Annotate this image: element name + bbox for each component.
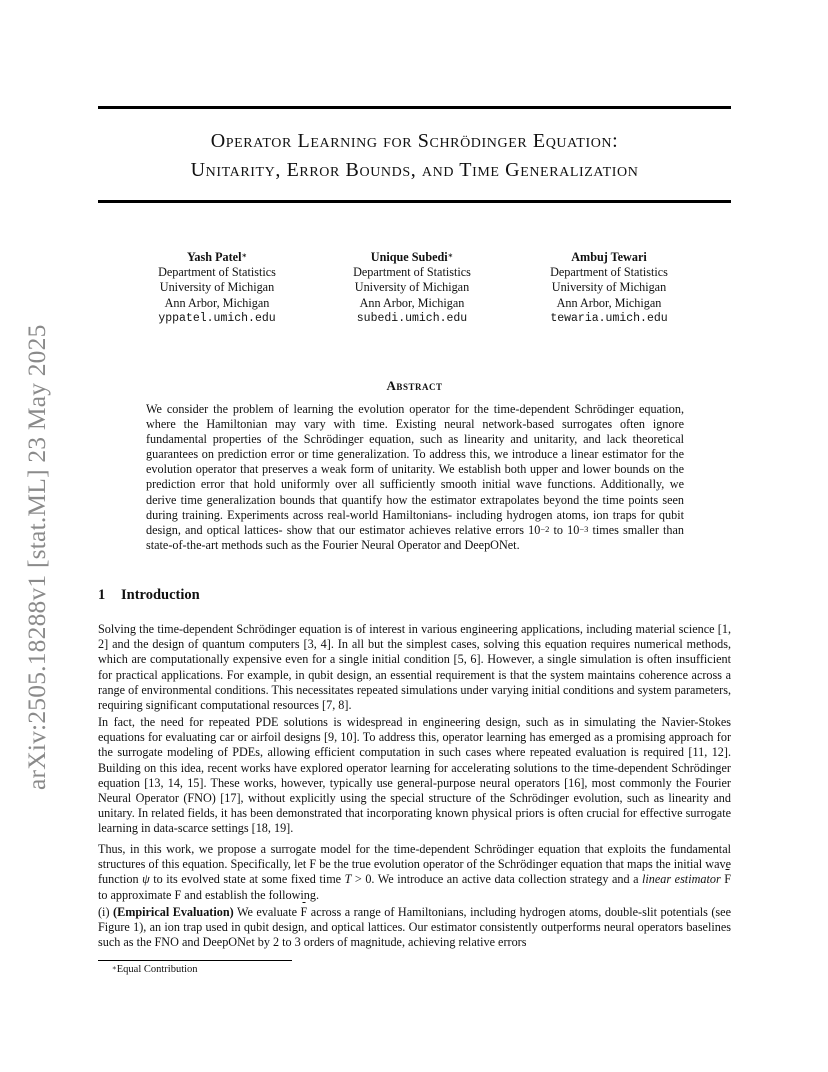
- intro-paragraph-1: Solving the time-dependent Schrödinger equation is of interest in various engineering applications, including material science [1, 2] and the design of quantum computers [3, 4]. In all but the simplest cases, solving this equation requires numerical methods, which are computationally expensive even for a single initial condition [5, 6]. However, a single simulation is often insufficient for practical applications. For example, in qubit design, an essential requirement is that the system maintains coherence across a range of environmental conditions. This necessitates repeated simulations under varying initial conditions and system parameters, requiring significant computational resources [7, 8].: [98, 622, 731, 713]
- contribution-item-empirical: (i) (Empirical Evaluation) We evaluate F across a range of Hamiltonians, including hydrogen atoms, double-slit potentials (see Figure 1), an ion trap used in qubit design, and optical lattices. Our estimator consistently outperforms neural operators baselines such as the FNO and DeepONet by 2 to 3 orders of magnitude, achieving relative errors: [98, 905, 731, 950]
- author-university: University of Michigan: [354, 280, 470, 295]
- intro-paragraph-3: Thus, in this work, we propose a surrogate model for the time-dependent Schrödinger equation that exploits the fundamental structures of this equation. Specifically, let F be the true evolution operator of the Schrödinger equation that maps the initial wave function ψ to its evolved state at some fixed time T > 0. We introduce an active data collection strategy and a linear estimator F to approximate F and establish the following.: [98, 842, 732, 902]
- author-department: Department of Statistics: [550, 265, 668, 280]
- author-name: Unique Subedi∗: [370, 250, 454, 264]
- intro-paragraph-2: In fact, the need for repeated PDE solutions is widespread in engineering design, such as in simulating the Navier-Stokes equations for evaluating car or airfoil designs [9, 10]. To address this, operator learning has emerged as a promising approach for the surrogate modeling of PDEs, allowing efficient computation in such cases where repeated evaluation is required [11, 12]. Building on this idea, recent works have explored operator learning for accelerating solutions to the time-dependent Schrödinger equation [13, 14, 15]. These works, however, typically use general-purpose neural operators [16], most commonly the Fourier Neural Operator (FNO) [17], without explicitly using the special structure of the Schrödinger evolution, such as linearity and unitary. In related fields, it has been demonstrated that incorporating known physical priors is often crucial for effective surrogate learning in data-scarce settings [18, 19].: [98, 715, 731, 836]
- paper-title-line-1: Operator Learning for Schrödinger Equation:: [210, 130, 619, 152]
- author-department: Department of Statistics: [353, 265, 471, 280]
- arxiv-identifier: arXiv:2505.18288v1 [stat.ML] 23 May 2025: [22, 324, 51, 790]
- estimator-symbol: F: [724, 872, 732, 887]
- author-name: Ambuj Tewari: [571, 250, 647, 264]
- abstract-body: We consider the problem of learning the evolution operator for the time-dependent Schrödinger equation, where the Hamiltonian may vary with time. Existing neural network-based surrogates often ignore fundamental properties of the Schrödinger equation, such as linearity and unitarity, and lack theoretical guarantees on prediction error or time generalization. To address this, we introduce a linear estimator for the evolution operator that preserves a weak form of unitarity. We establish both upper and lower bounds on the prediction error that hold uniformly over all sufficiently smooth initial wave functions. Additionally, we derive time generalization bounds that quantify how the estimator extrapolates beyond the time points seen during training. Experiments across real-world Hamiltonians- including hydrogen atoms, ion traps for qubit design, and optical lattices- show that our estimator achieves relative errors $10^{-2}$ to $10^{-3}$ times smaller than state-of-the-art methods such as the Fourier Neural Operator and DeepONet.: [146, 402, 685, 552]
- author-name: Yash Patel∗: [186, 250, 248, 264]
- author-email[interactable]: tewaria.umich.edu: [550, 311, 668, 325]
- author-university: University of Michigan: [159, 280, 275, 295]
- author-block: [509, 250, 709, 326]
- estimator-symbol: F: [300, 905, 308, 919]
- author-department: Department of Statistics: [158, 265, 276, 280]
- footnote: ∗Equal Contribution: [112, 964, 198, 975]
- author-university: University of Michigan: [551, 280, 667, 295]
- title-rule-top: [98, 106, 731, 109]
- paper-title-line-2: Unitarity, Error Bounds, and Time Generalization: [190, 159, 639, 181]
- section-heading-introduction: 1 Introduction: [98, 587, 200, 603]
- abstract-heading: Abstract: [386, 378, 443, 393]
- author-email[interactable]: yppatel.umich.edu: [158, 311, 276, 325]
- author-block: [312, 250, 512, 326]
- author-location: Ann Arbor, Michigan: [164, 295, 270, 310]
- author-location: Ann Arbor, Michigan: [359, 295, 465, 310]
- footnote-rule: [98, 960, 292, 961]
- author-location: Ann Arbor, Michigan: [556, 295, 662, 310]
- title-rule-bottom: [98, 200, 731, 203]
- author-block: [117, 250, 317, 326]
- author-email[interactable]: subedi.umich.edu: [356, 311, 468, 325]
